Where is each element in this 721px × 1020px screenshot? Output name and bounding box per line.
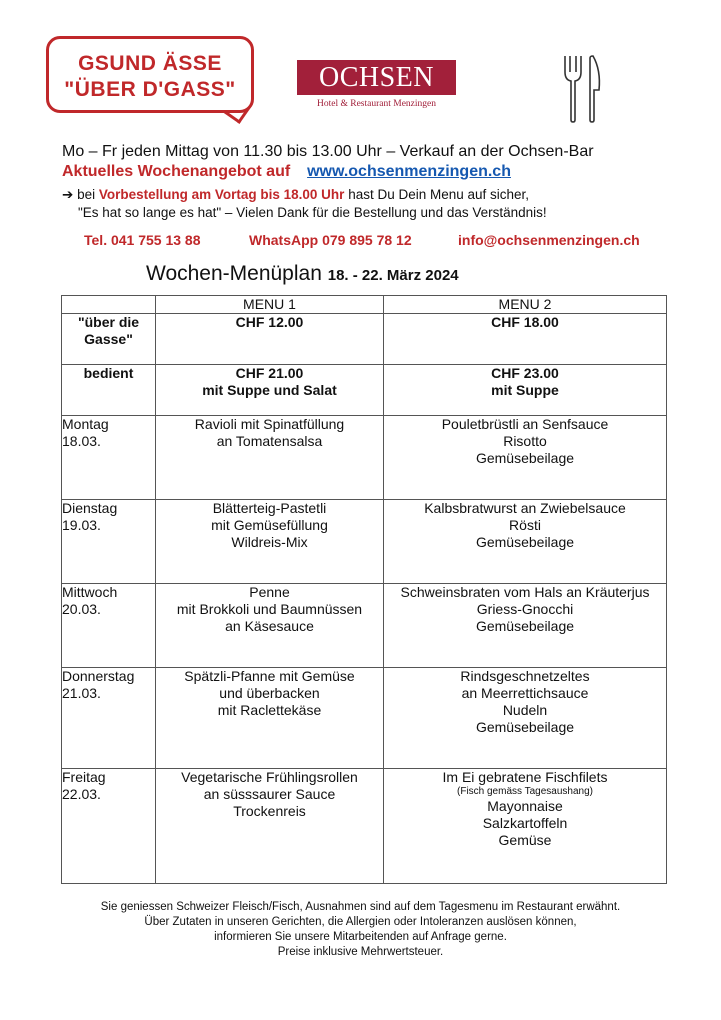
- dish-line: Vegetarische Frühlingsrollen: [181, 769, 358, 785]
- dish-line: Rösti: [509, 517, 541, 533]
- dish-line: Schweinsbraten vom Hals an Kräuterjus: [400, 584, 650, 600]
- footer-notes: [0, 900, 721, 960]
- arrow-icon: ➔: [62, 187, 74, 202]
- menu-1-dish: [156, 416, 384, 500]
- dish-line: Gemüsebeilage: [475, 618, 575, 634]
- restaurant-tagline: Hotel & Restaurant Menzingen: [317, 99, 436, 109]
- email-address[interactable]: info@ochsenmenzingen.ch: [458, 232, 640, 248]
- title-dates: 18. - 22. März 2024: [327, 267, 459, 284]
- served-note-menu-2: mit Suppe: [491, 382, 559, 398]
- dish-line: Griess-Gnocchi: [476, 601, 574, 617]
- pre-order-line: [62, 187, 529, 203]
- footer-line: Preise inklusive Mehrwertsteuer.: [277, 946, 444, 958]
- opening-hours: Mo – Fr jeden Mittag von 11.30 bis 13.00 Uhr – Verkauf an der Ochsen-Bar: [62, 143, 594, 160]
- website-link[interactable]: www.ochsenmenzingen.ch: [307, 163, 511, 180]
- served-menu-2: [384, 365, 667, 416]
- day-name: Dienstag: [62, 500, 118, 516]
- takeaway-price-menu-1: CHF 12.00: [156, 314, 384, 365]
- footer-line: informieren Sie unsere Mitarbeitenden auf Anfrage gerne.: [214, 931, 507, 943]
- day-cell: [62, 500, 156, 584]
- footer-line: Sie geniessen Schweizer Fleisch/Fisch, Ausnahmen sind auf dem Tagesmenu im Restaurant erwähnt.: [100, 901, 621, 913]
- restaurant-logo: OCHSEN: [297, 60, 456, 95]
- badge-line-2: "ÜBER D'GASS": [64, 78, 236, 101]
- day-date: 22.03.: [62, 786, 101, 802]
- day-row-thursday: [62, 668, 667, 769]
- whatsapp-number: WhatsApp 079 895 78 12: [249, 232, 412, 248]
- menu-1-dish: [156, 584, 384, 668]
- header-menu-1: MENU 1: [156, 296, 384, 314]
- table-header-row: [62, 296, 667, 314]
- pre-order-prefix: bei: [77, 187, 96, 202]
- dish-line: Risotto: [503, 433, 547, 449]
- day-row-monday: [62, 416, 667, 500]
- footer-line: Über Zutaten in unseren Gerichten, die Allergien oder Intoleranzen auslösen können,: [144, 916, 577, 928]
- takeaway-price-menu-2: CHF 18.00: [384, 314, 667, 365]
- header-empty-cell: [62, 296, 156, 314]
- dish-line: Gemüsebeilage: [475, 450, 575, 466]
- menu-1-dish: [156, 668, 384, 769]
- day-name: Donnerstag: [62, 668, 135, 684]
- menu-2-dish: [384, 584, 667, 668]
- dish-line: Gemüsebeilage: [475, 719, 575, 735]
- weekly-offer-line: [62, 163, 511, 181]
- pre-order-suffix: hast Du Dein Menu auf sicher,: [348, 187, 530, 202]
- header-menu-2: MENU 2: [384, 296, 667, 314]
- served-menu-1: [156, 365, 384, 416]
- phone-number: Tel. 041 755 13 88: [84, 232, 201, 248]
- served-note-menu-1: mit Suppe und Salat: [202, 382, 337, 398]
- dish-line: an süsssaurer Sauce: [203, 786, 336, 802]
- dish-line: Im Ei gebratene Fischfilets: [442, 769, 608, 785]
- pre-order-highlight: Vorbestellung am Vortag bis 18.00 Uhr: [98, 187, 345, 202]
- day-cell: [62, 584, 156, 668]
- dish-line: mit Gemüsefüllung: [211, 517, 328, 533]
- day-cell: [62, 416, 156, 500]
- dish-line: Gemüsebeilage: [475, 534, 575, 550]
- dish-line: Salzkartoffeln: [482, 815, 568, 831]
- dish-line: an Meerrettichsauce: [461, 685, 589, 701]
- day-date: 20.03.: [62, 601, 101, 617]
- dish-line: Mayonnaise: [487, 798, 563, 814]
- dish-line: Rindsgeschnetzeltes: [460, 668, 590, 684]
- dish-line: an Käsesauce: [225, 618, 314, 634]
- dish-line: Wildreis-Mix: [231, 534, 308, 550]
- dish-line: Blätterteig-Pastetli: [212, 500, 327, 516]
- menu-2-dish: [384, 416, 667, 500]
- dish-line: mit Raclettekäse: [217, 702, 322, 718]
- day-date: 19.03.: [62, 517, 101, 533]
- menu-table: [61, 295, 667, 884]
- dish-line: und überbacken: [219, 685, 320, 701]
- menu-2-dish: [384, 500, 667, 584]
- dish-line: Spätzli-Pfanne mit Gemüse: [184, 668, 355, 684]
- title-main: Wochen-Menüplan: [146, 262, 322, 285]
- day-name: Montag: [62, 416, 109, 432]
- day-name: Freitag: [62, 769, 106, 785]
- day-row-wednesday: [62, 584, 667, 668]
- served-price-menu-2: CHF 23.00: [491, 365, 559, 381]
- day-cell: [62, 769, 156, 884]
- menu-1-dish: [156, 769, 384, 884]
- menu-2-dish: [384, 668, 667, 769]
- takeaway-label: "über die Gasse": [62, 314, 156, 365]
- day-row-tuesday: [62, 500, 667, 584]
- weekly-offer-label: Aktuelles Wochenangebot auf: [62, 163, 291, 180]
- dish-line: Penne: [249, 584, 290, 600]
- day-date: 21.03.: [62, 685, 101, 701]
- served-label: bedient: [62, 365, 156, 416]
- dish-line: Ravioli mit Spinatfüllung: [194, 416, 345, 432]
- fork-knife-icon: [561, 54, 603, 124]
- takeaway-row: [62, 314, 667, 365]
- dish-line: an Tomatensalsa: [216, 433, 323, 449]
- dish-line: Kalbsbratwurst an Zwiebelsauce: [424, 500, 626, 516]
- served-price-menu-1: CHF 21.00: [235, 365, 304, 381]
- dish-line: Nudeln: [502, 702, 548, 718]
- dish-note: (Fisch gemäss Tagesaushang): [457, 786, 593, 797]
- menu-2-dish: [384, 769, 667, 884]
- menu-1-dish: [156, 500, 384, 584]
- dish-line: Gemüse: [498, 832, 552, 848]
- dish-line: mit Brokkoli und Baumnüssen: [176, 601, 363, 617]
- thanks-line: "Es hat so lange es hat" – Vielen Dank für die Bestellung und das Verständnis!: [78, 205, 547, 220]
- day-row-friday: [62, 769, 667, 884]
- day-date: 18.03.: [62, 433, 101, 449]
- page-title: [146, 262, 459, 286]
- dish-line: Pouletbrüstli an Senfsauce: [441, 416, 609, 432]
- badge-line-1: GSUND ÄSSE: [78, 52, 222, 75]
- dish-line: Trockenreis: [233, 803, 306, 819]
- served-row: [62, 365, 667, 416]
- day-name: Mittwoch: [62, 584, 118, 600]
- day-cell: [62, 668, 156, 769]
